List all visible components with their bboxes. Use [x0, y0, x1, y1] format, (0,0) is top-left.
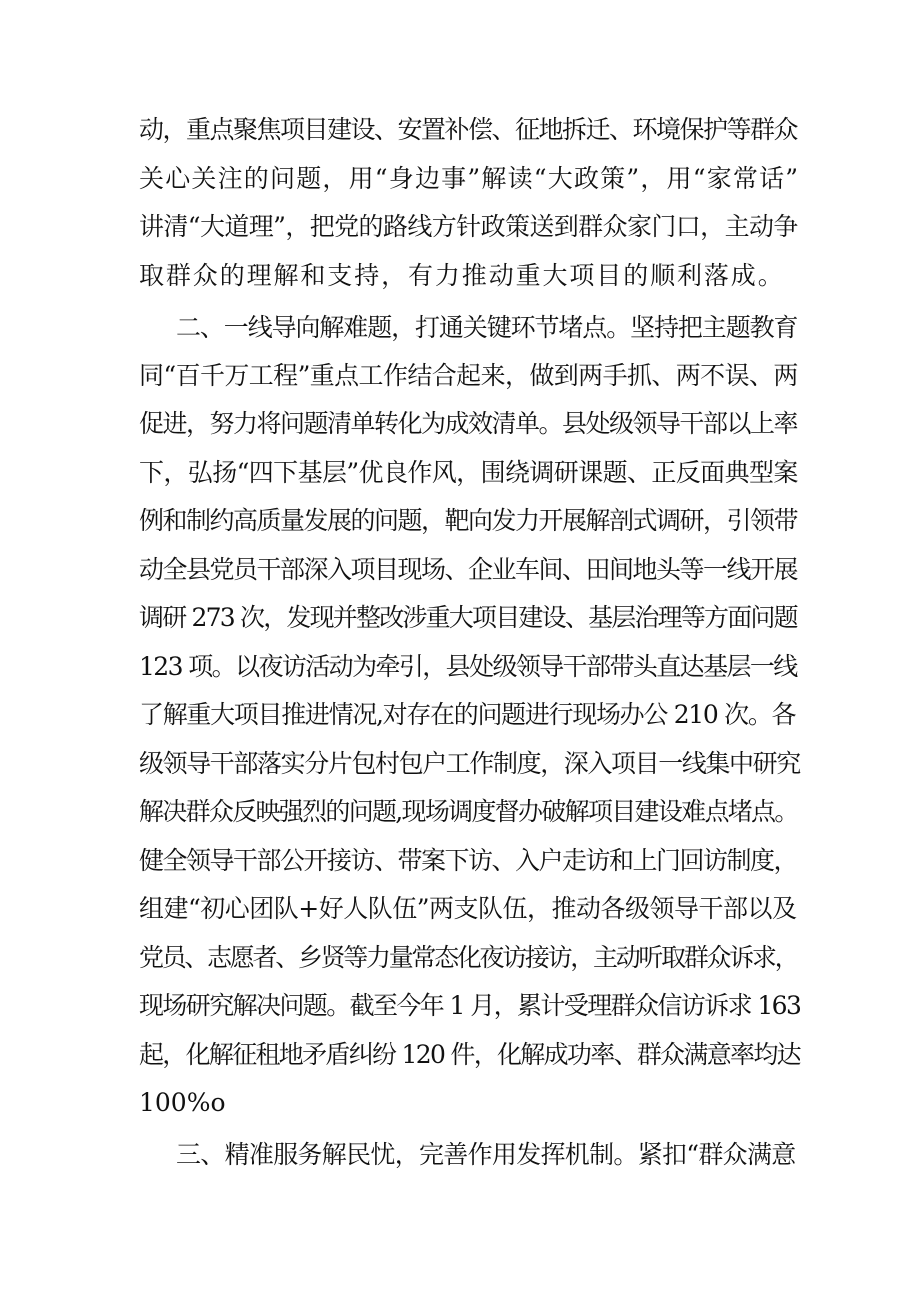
text-line: 健全领导干部公开接访、带案下访、入户走访和上门回访制度， [139, 846, 798, 875]
text-line: 关心关注的问题，用“身边事”解读“大政策”，用“家常话” [139, 164, 800, 193]
text-line: 100%o [139, 1088, 226, 1117]
text-line: 组建“初心团队+好人队伍”两支队伍，推动各级领导干部以及 [139, 894, 797, 923]
text-line: 例和制约高质量发展的问题，靶向发力开展解剖式调研，引领带 [139, 506, 798, 535]
text-line: 党员、志愿者、乡贤等力量常态化夜访接访，主动听取群众诉求， [139, 943, 798, 972]
text-line: 动，重点聚焦项目建设、安置补偿、征地拆迁、环境保护等群众 [139, 115, 798, 144]
text-line: 促进，努力将问题清单转化为成效清单。县处级领导干部以上率 [139, 409, 798, 438]
text-line: 级领导干部落实分片包村包户工作制度，深入项目一线集中研究 [139, 749, 800, 778]
text-line: 解决群众反映强烈的问题,现场调度督办破解项目建设难点堵点。 [139, 797, 798, 826]
text-line: 取群众的理解和支持，有力推动重大项目的顺利落成。 [139, 261, 785, 290]
text-line: 下，弘扬“四下基层”优良作风，围绕调研课题、正反面典型案 [139, 458, 798, 487]
paragraph-first-line: 二、一线导向解难题，打通关键环节堵点。坚持把主题教育 [176, 313, 798, 342]
text-line: 现场研究解决问题。截至今年 1 月，累计受理群众信访诉求 163 [139, 991, 801, 1020]
text-line: 了解重大项目推进情况,对存在的问题进行现场办公 210 次。各 [139, 700, 796, 729]
text-line: 动全县党员干部深入项目现场、企业车间、田间地头等一线开展 [139, 555, 798, 584]
text-line: 123 项。以夜访活动为牵引，县处级领导干部带头直达基层一线 [139, 652, 797, 681]
text-line: 起，化解征租地矛盾纠纷 120 件，化解成功率、群众满意率均达 [139, 1040, 800, 1069]
text-line: 讲清“大道理”，把党的路线方针政策送到群众家门口，主动争 [139, 212, 798, 241]
paragraph-first-line: 三、精准服务解民忧，完善作用发挥机制。紧扣“群众满意 [176, 1140, 796, 1169]
text-line: 同“百千万工程”重点工作结合起来，做到两手抓、两不误、两 [139, 361, 798, 390]
text-line: 调研 273 次，发现并整改涉重大项目建设、基层治理等方面问题 [139, 603, 797, 632]
